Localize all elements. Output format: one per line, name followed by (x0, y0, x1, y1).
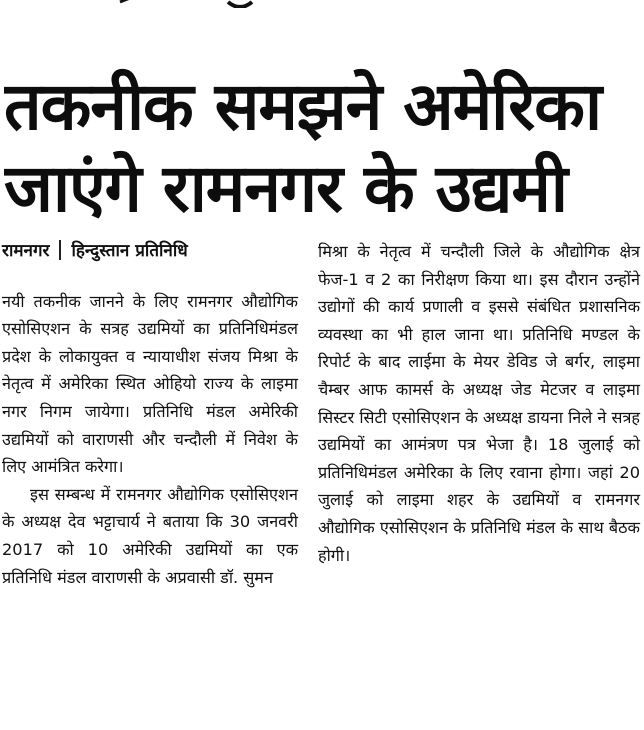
article-column-left (2, 238, 298, 591)
headline-line-2: जाएंगे रामनगर के उद्यमी (4, 150, 567, 227)
dateline-source: हिन्दुस्तान प्रतिनिधि (71, 241, 188, 261)
dateline-place: रामनगर (2, 241, 50, 261)
paragraph-1: नयी तकनीक जानने के लिए रामनगर औद्योगिक एसोसिएशन के सत्रह उद्यमियों का प्रतिनिधिमंडल प्रदेश के लोकायुक्त व न्यायाधीश संजय मिश्रा के नेतृत्व में अमेरिका स्थित ओहियो राज्य के लाइमा नगर निगम जायेगा। प्रतिनिधि मंडल अमेरिकी उद्यमियों को वाराणसी और चन्दौली में निवेश के लिए आमंत्रित करेगा। (2, 291, 298, 477)
headline-line-1: तकनीक समझने अमेरिका (4, 68, 602, 145)
dateline-separator (59, 240, 61, 260)
article-column-right (318, 238, 640, 569)
paragraph-2: इस सम्बन्ध में रामनगर औद्योगिक एसोसिएशन के अध्यक्ष देव भट्टाचार्य ने बताया कि 30 जनवरी 2017 को 10 अमेरिकी उद्यमियों का एक प्रतिनिधि मंडल वाराणसी के अप्रवासी डॉ. सुमन (2, 484, 298, 587)
clipped-top-fragment (0, 0, 644, 8)
dateline (2, 238, 298, 266)
paragraph-3: मिश्रा के नेतृत्व में चन्दौली जिले के औद्योगिक क्षेत्र फेज-1 व 2 का निरीक्षण किया था। इस दौरान उन्होंने उद्योगों की कार्य प्रणाली व इससे संबंधित प्रशासनिक व्यवस्था का भी हाल जाना था। प्रतिनिधि मण्डल के रिपोर्ट के बाद लाईमा के मेयर डेविड जे बर्गर, लाइमा चैम्बर आफ कामर्स के अध्यक्ष जेड मेटजर व लाइमा सिस्टर सिटी एसोसिएशन के अध्यक्ष डायना निले ने सत्रह उद्यमियों का आमंत्रण पत्र भेजा है। 18 जुलाई को प्रतिनिधिमंडल अमेरिका के लिए रवाना होगा। जहां 20 जुलाई को लाइमा शहर के उद्यमियों व रामनगर औद्योगिक एसोसिएशन के प्रतिनिधि मंडल के साथ बैठक होगी। (318, 242, 640, 565)
